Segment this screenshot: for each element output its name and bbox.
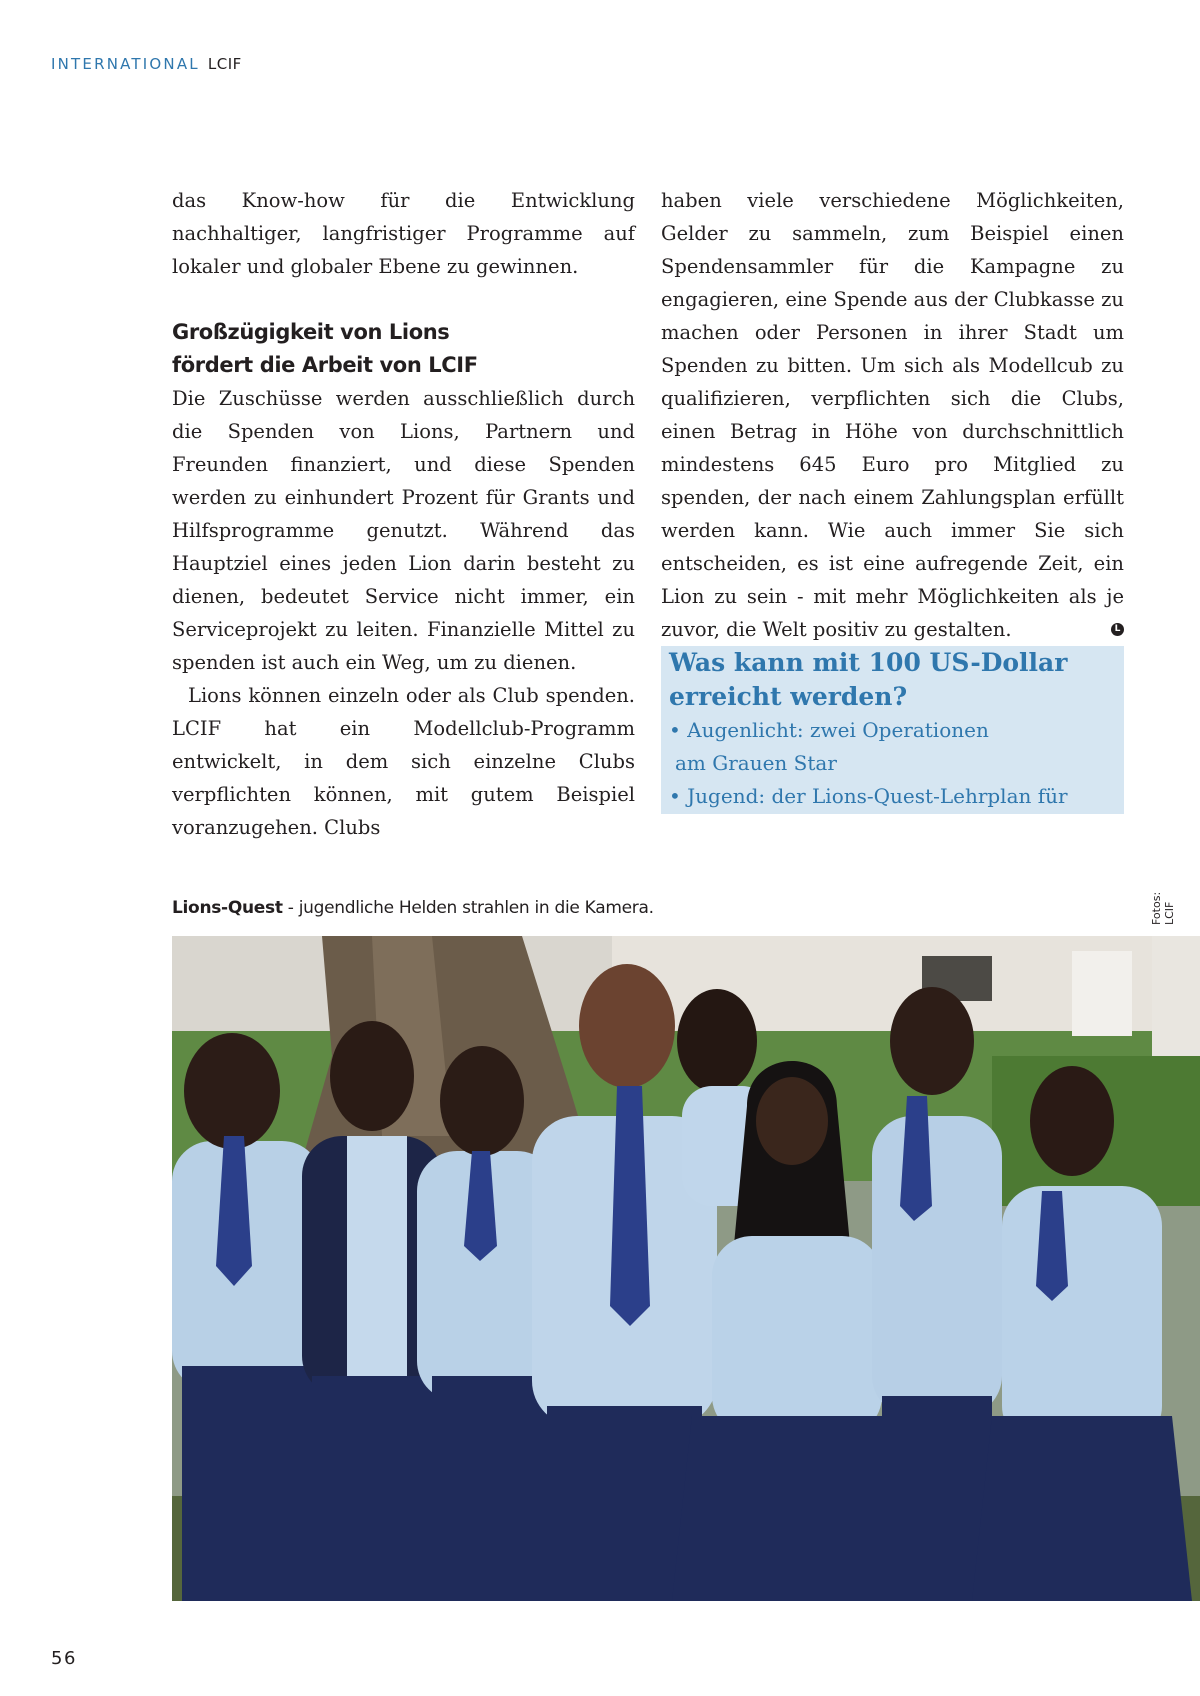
info-box <box>661 646 1124 814</box>
left-paragraph-1: das Know-how für die Entwicklung nachhaltiger, langfristiger Programme auf lokaler und globaler Ebene zu gewinnen. <box>172 189 635 278</box>
lions-end-mark-icon: L <box>1111 623 1124 636</box>
info-box-title-line-2: erreicht werden? <box>669 682 908 711</box>
left-paragraph-2: Die Zuschüsse werden ausschließlich durch die Spenden von Lions, Partnern und Freunden finanziert, und diese Spenden werden zu einhundert Prozent für Grants und Hilfsprogramme genutzt. Während das Hauptziel eines jeden Lion darin besteht zu dienen, bedeutet Service nicht immer, ein Serviceprojekt zu leiten. Finanzielle Mittel zu spenden ist auch ein Weg, um zu dienen. <box>172 387 635 674</box>
caption-text: - jugendliche Helden strahlen in die Kamera. <box>282 898 654 918</box>
photo-credit: Fotos: LCIF <box>1150 891 1176 925</box>
section-heading-line-2: fördert die Arbeit von LCIF <box>172 353 478 377</box>
section-heading-line-1: Großzügigkeit von Lions <box>172 320 450 344</box>
group-photo <box>172 936 1200 1601</box>
right-column <box>661 184 1124 646</box>
header-subsection: LCIF <box>207 55 242 73</box>
info-box-title-line-1: Was kann mit 100 US-Dollar <box>669 648 1068 677</box>
page-number: 56 <box>51 1648 77 1669</box>
right-paragraph-text: haben viele verschiedene Möglichkeiten, Gelder zu sammeln, zum Beispiel einen Spendensammler für die Kampagne zu engagieren, eine Spende aus der Clubkasse zu machen oder Personen in ihrer Stadt um Spenden zu bitten. Um sich als Modellcub zu qualifizieren, verpflichten sich die Clubs, einen Betrag in Höhe von durchschnittlich mindestens 645 Euro pro Mitglied zu spenden, der nach einem Zahlungsplan erfüllt werden kann. Wie auch immer Sie sich entscheiden, es ist eine aufregende Zeit, ein Lion zu sein - mit mehr Möglichkeiten als je zuvor, die Welt positiv zu gestalten. <box>661 189 1124 641</box>
left-column <box>172 184 635 844</box>
group-photo-illustration <box>172 936 1200 1601</box>
info-box-item-1-line-1: • Augenlicht: zwei Operationen <box>669 718 989 742</box>
photo-caption <box>172 898 654 918</box>
left-paragraph-3: Lions können einzeln oder als Club spenden. LCIF hat ein Modellclub-Programm entwickelt, in dem sich einzelne Clubs verpflichten können, mit gutem Beispiel voranzugehen. Clubs <box>172 684 635 839</box>
info-box-item-2-line-1: • Jugend: der Lions-Quest-Lehrplan für <box>669 784 1068 808</box>
caption-bold: Lions-Quest <box>172 898 283 918</box>
right-paragraph-1 <box>661 184 1124 646</box>
info-box-item <box>669 780 1116 813</box>
info-box-item <box>669 714 1116 780</box>
info-box-list <box>669 714 1116 813</box>
header-section: INTERNATIONAL <box>51 55 200 73</box>
section-heading <box>172 316 635 382</box>
info-box-title <box>669 646 1116 714</box>
info-box-item-1-line-2: am Grauen Star <box>675 751 837 775</box>
running-header <box>51 55 242 73</box>
